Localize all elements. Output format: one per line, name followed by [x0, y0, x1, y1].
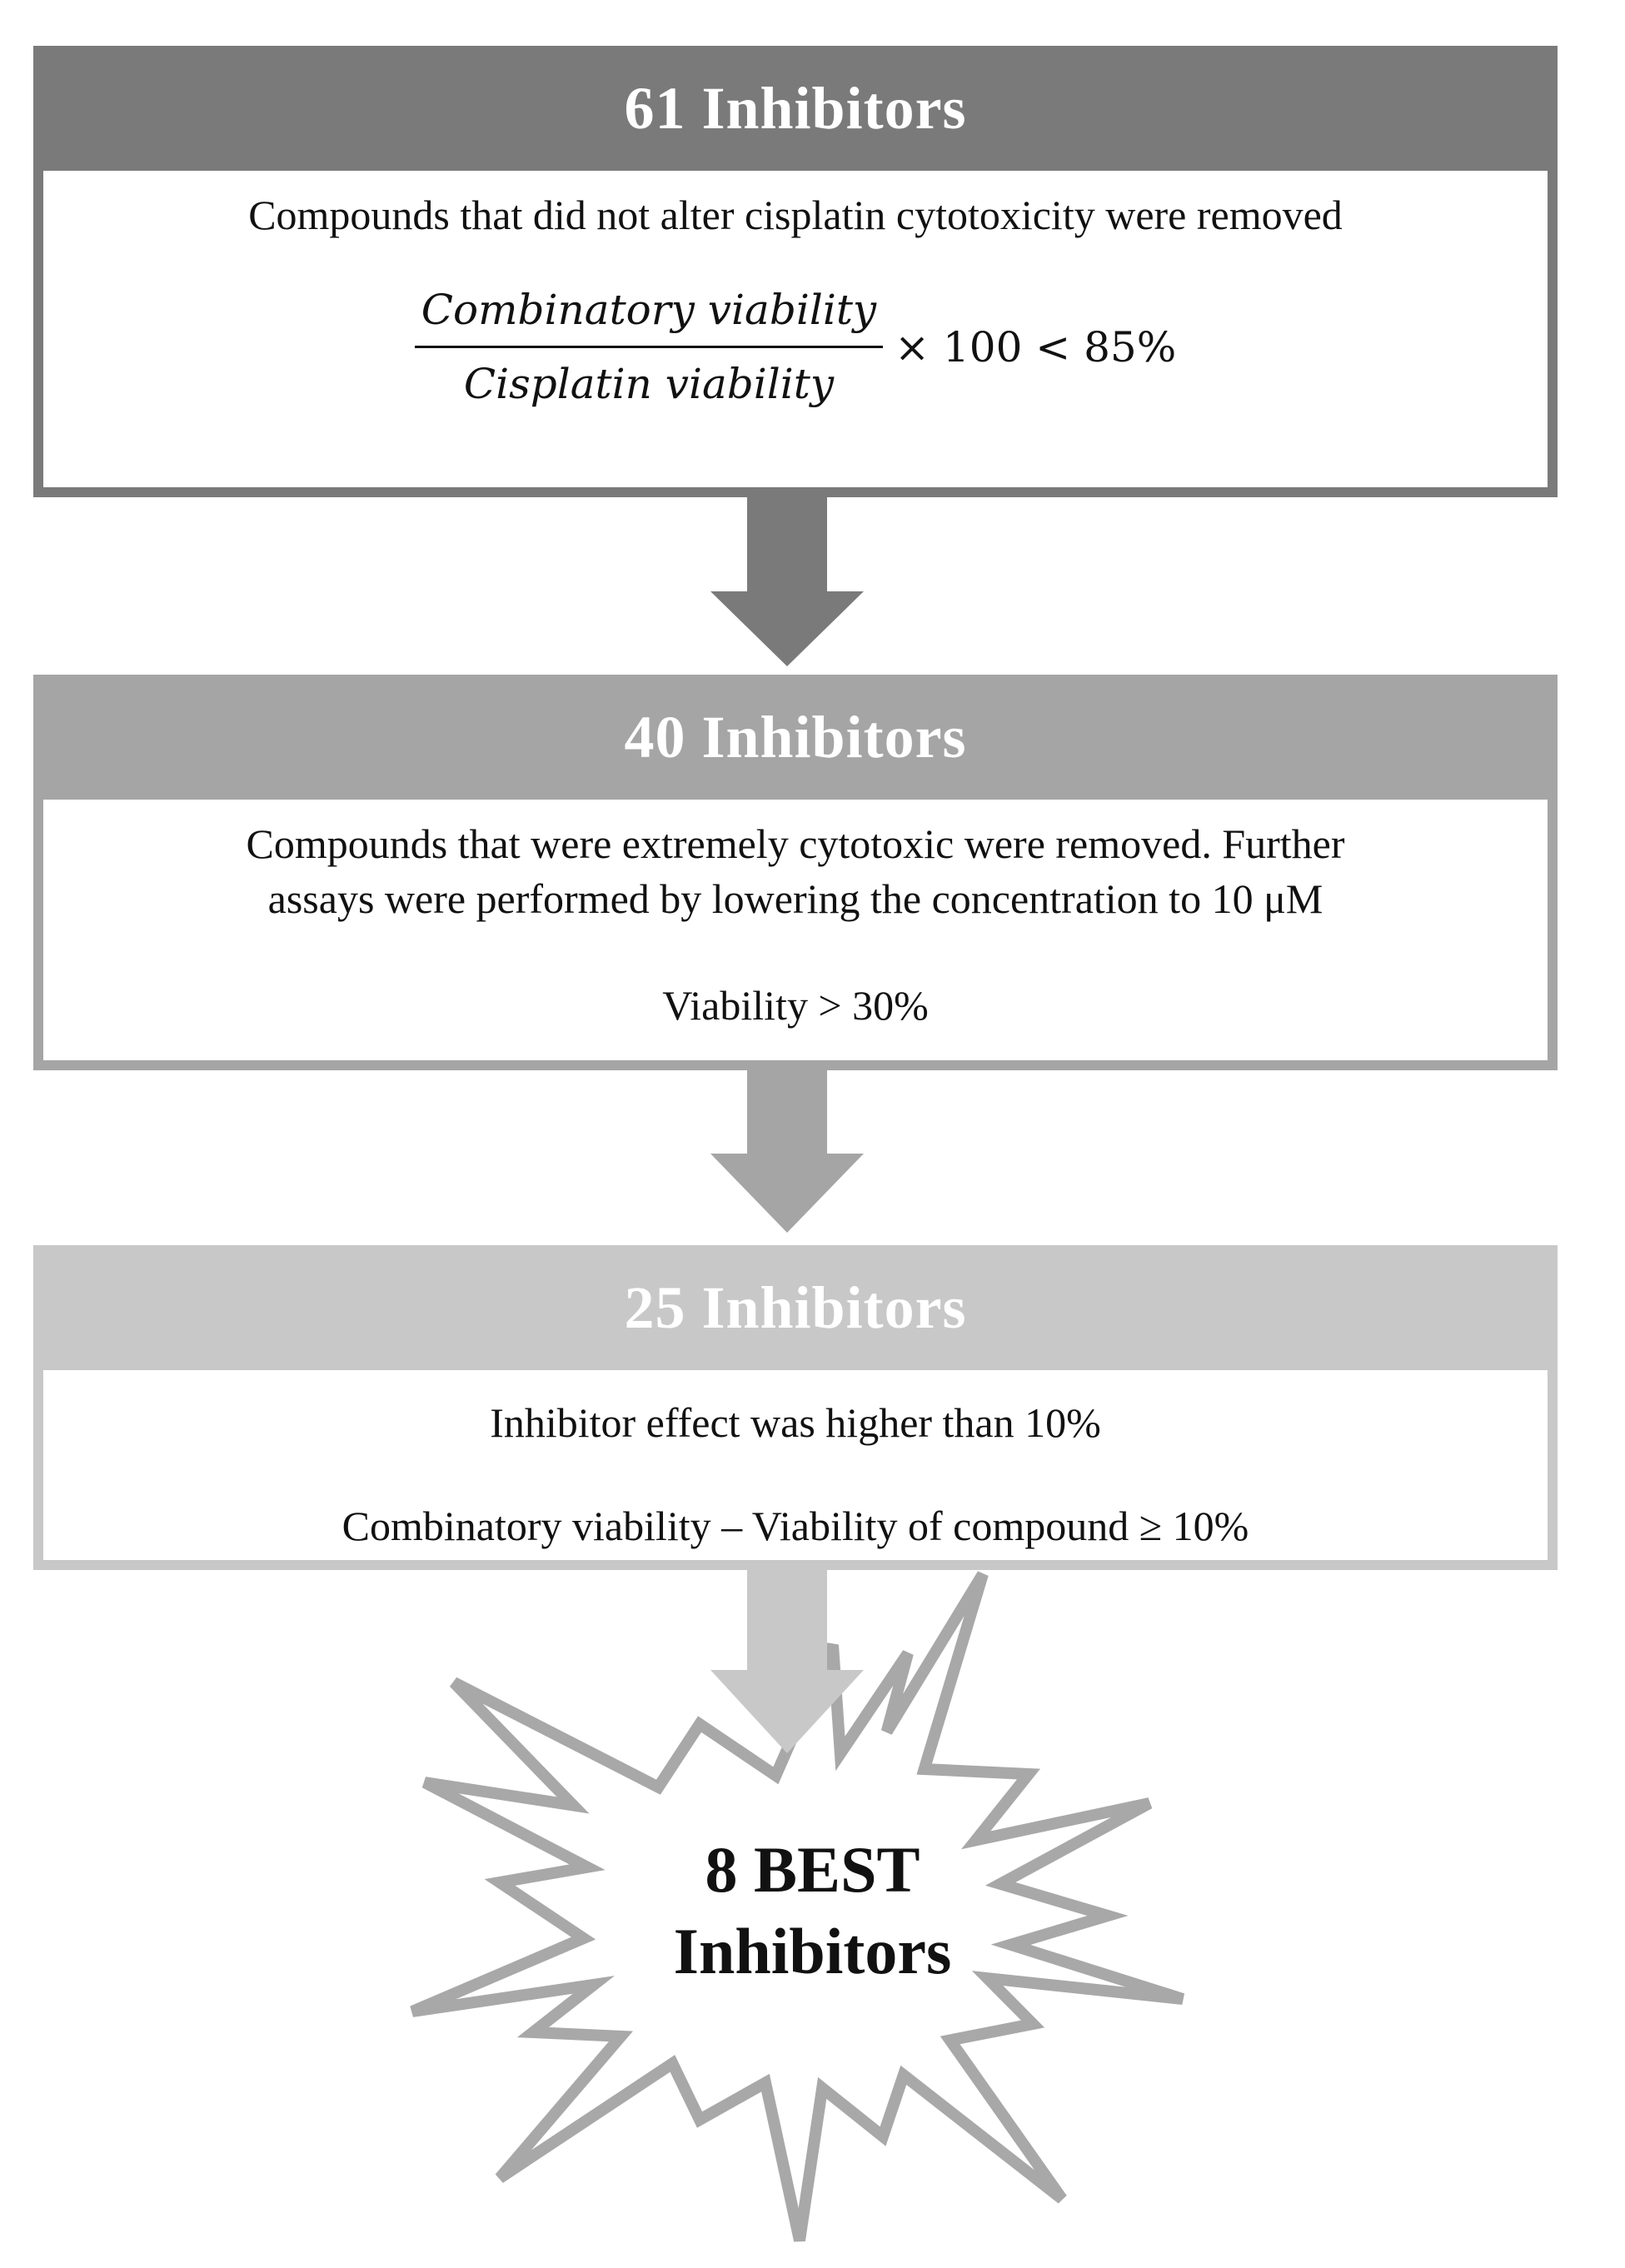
arrow-down-icon [704, 491, 870, 675]
stage-title: 61 Inhibitors [33, 46, 1558, 171]
criterion-text: assays were performed by lowering the concentration to 10 μM [267, 875, 1323, 922]
arrow-down-icon [704, 1566, 870, 1766]
formula-threshold: × 100 < 85% [895, 322, 1177, 371]
fraction [415, 282, 883, 411]
stage-25-inhibitors [33, 1245, 1558, 1570]
stage-40-inhibitors [33, 675, 1558, 1070]
criterion-text: Compounds that were extremely cytotoxic were removed. Further [246, 820, 1345, 867]
fraction-numerator: Combinatory viability [415, 282, 883, 348]
criterion-text: Compounds that did not alter cisplatin cytotoxicity were removed [248, 192, 1343, 238]
viability-ratio-formula [415, 282, 1176, 411]
result-count: 8 BEST [705, 1833, 920, 1906]
stage-title: 40 Inhibitors [33, 675, 1558, 800]
fraction-denominator: Cisplatin viability [463, 360, 835, 408]
condition-text: Viability > 30% [662, 982, 929, 1029]
result-noun: Inhibitors [673, 1914, 952, 1987]
arrow-down-icon [704, 1062, 870, 1245]
stage-criteria [33, 800, 1558, 1070]
stage-criteria [33, 171, 1558, 497]
condition-text: Combinatory viability – Viability of compound ≥ 10% [341, 1503, 1249, 1549]
result-label [0, 1829, 1625, 1991]
stage-61-inhibitors [33, 46, 1558, 497]
stage-title: 25 Inhibitors [33, 1245, 1558, 1370]
criterion-text: Inhibitor effect was higher than 10% [490, 1399, 1101, 1446]
stage-criteria [33, 1370, 1558, 1570]
